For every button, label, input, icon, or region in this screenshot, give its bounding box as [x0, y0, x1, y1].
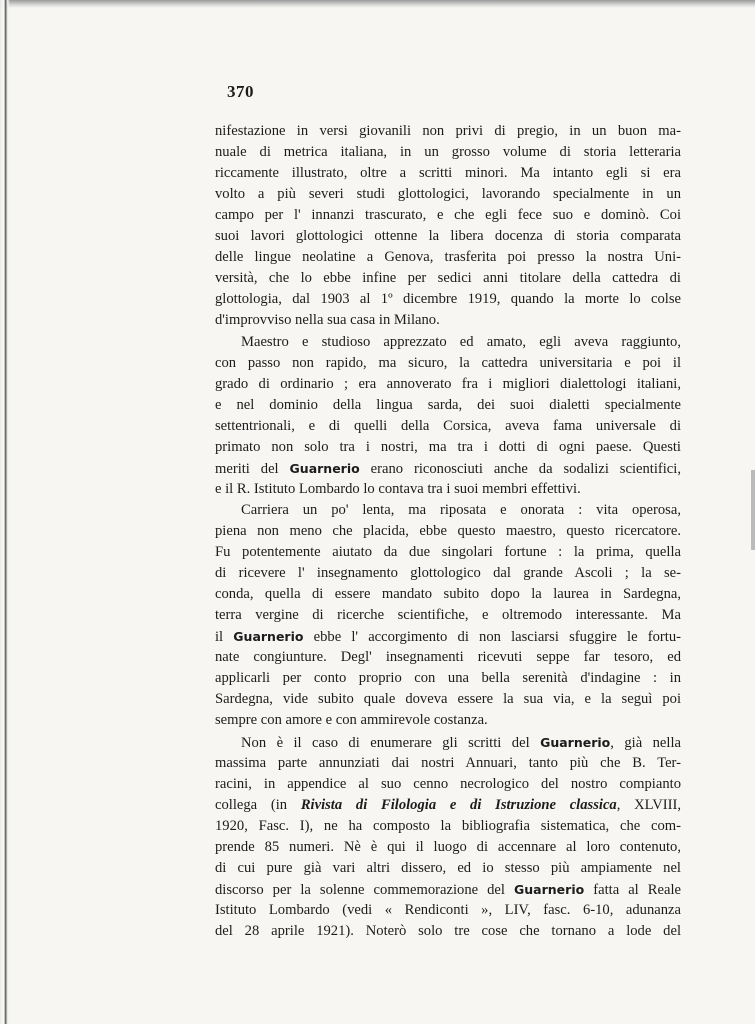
text-span: , già nella: [610, 734, 681, 751]
text-line: [215, 795, 681, 816]
text-line: con passo non rapido, ma sicuro, la cattedra universitaria e poi il: [215, 354, 681, 371]
text-line: nate congiunture. Degl' insegnamenti ricevuti seppe far tesoro, ed: [215, 649, 681, 665]
text-span: il: [215, 629, 234, 645]
scan-edge-top: [0, 0, 755, 8]
text-line: Sardegna, vide subito quale doveva essere la sua via, e la seguì poi: [215, 691, 681, 707]
text-line: prende 85 numeri. Nè è qui il luogo di accennare al loro contenuto,: [215, 838, 681, 855]
bold-name: Guarnerio: [540, 734, 611, 750]
paragraph: [215, 332, 681, 500]
bold-name: Guarnerio: [233, 629, 304, 644]
bold-name: Guarnerio: [289, 460, 360, 476]
text-line: volto a più severi studi glottologici, lavorando specialmente in un: [215, 186, 681, 202]
paragraph: [215, 121, 681, 331]
text-line: campo per l' innanzi trascurato, e che egli fece suo e dominò. Coi: [215, 207, 681, 223]
scan-edge-left: [0, 0, 10, 1024]
text-line: Carriera un po' lenta, ma riposata e onorata : vita operosa,: [241, 502, 681, 518]
text-line: [215, 626, 681, 647]
scan-edge-right: [751, 470, 755, 550]
text-line: versità, che lo ebbe infine per sedici anni titolare della cattedra di: [215, 270, 681, 286]
text-line: e nel dominio della lingua sarda, dei suoi dialetti specialmente: [215, 396, 681, 413]
text-line: del 28 aprile 1921). Noterò solo tre cose che tornano a lode del: [215, 922, 681, 939]
text-span: Non è il caso di enumerare gli scritti del: [241, 734, 541, 751]
text-line: [215, 879, 681, 900]
text-line: d'improvviso nella sua casa in Milano.: [215, 312, 440, 328]
text-line: settentrionali, e di quelli della Corsica, aveva fama universale di: [215, 417, 681, 434]
bold-name: Guarnerio: [514, 881, 585, 897]
text-line: massima parte annunziati dai nostri Annuari, tanto più che B. Ter-: [215, 754, 681, 771]
text-span: , XLVIII,: [616, 796, 681, 813]
paragraph: [215, 500, 681, 731]
text-line: applicarli per conto proprio con una bella serenità d'indagine : in: [215, 670, 681, 686]
text-span: ebbe l' accorgimento di non lasciarsi sfuggire le fortu-: [303, 629, 681, 645]
text-line: racini, in appendice al suo cenno necrologico del nostro compianto: [215, 775, 681, 792]
text-line: glottologia, dal 1903 al 1º dicembre 1919, quando la morte lo colse: [215, 291, 681, 307]
text-line: 1920, Fasc. I), ne ha composto la bibliografia sistematica, che com-: [215, 817, 681, 834]
text-line: [215, 732, 681, 753]
text-line: suoi lavori glottologici ottenne la libera docenza di storia comparata: [215, 228, 681, 244]
text-line: riccamente illustrato, oltre a scritti minori. Ma intanto egli si era: [215, 165, 681, 181]
text-span: discorso per la solenne commemorazione del: [215, 881, 515, 898]
text-line: Fu potentemente aiutato da due singolari fortune : la prima, quella: [215, 544, 681, 560]
text-line: delle lingue neolatine a Genova, trasferita poi presso la nostra Uni-: [215, 249, 681, 265]
body-text: [215, 121, 681, 942]
text-line: nuale di metrica italiana, in un grosso volume di storia letteraria: [215, 144, 681, 160]
text-span: erano riconosciuti anche da sodalizi scientifici,: [359, 460, 681, 477]
page-number: 370: [227, 82, 254, 101]
italic-title: Rivista di Filologia e di Istruzione classica: [300, 796, 617, 813]
text-line: di cui pure già vari altri dissero, ed io stesso più ampiamente nel: [215, 859, 681, 876]
text-line: [215, 458, 681, 479]
text-line: terra vergine di ricerche scientifiche, e oltremodo interessante. Ma: [215, 607, 681, 623]
text-line: piena non meno che placida, ebbe questo maestro, questo ricercatore.: [215, 523, 681, 539]
text-line: sempre con amore e con ammirevole costanza.: [215, 712, 488, 728]
text-line: Maestro e studioso apprezzato ed amato, egli aveva raggiunto,: [241, 333, 681, 350]
text-span: meriti del: [215, 460, 290, 477]
text-line: conda, quella di essere mandato subito dopo la laurea in Sardegna,: [215, 586, 681, 602]
text-span: collega (in: [215, 796, 301, 813]
text-line: nifestazione in versi giovanili non privi di pregio, in un buon ma-: [215, 123, 681, 139]
text-line: di ricevere l' insegnamento glottologico dal grande Ascoli ; la se-: [215, 565, 681, 581]
text-span: fatta al Reale: [584, 881, 682, 898]
text-line: primato non solo tra i nostri, ma tra i dotti di ogni paese. Questi: [215, 438, 681, 455]
text-line: grado di ordinario ; era annoverato fra i migliori dialettologi italiani,: [215, 375, 681, 392]
paragraph: [215, 732, 681, 942]
text-line: e il R. Istituto Lombardo lo contava tra i suoi membri effettivi.: [215, 480, 581, 497]
text-line: Istituto Lombardo (vedi « Rendiconti », LIV, fasc. 6-10, adunanza: [215, 901, 681, 918]
